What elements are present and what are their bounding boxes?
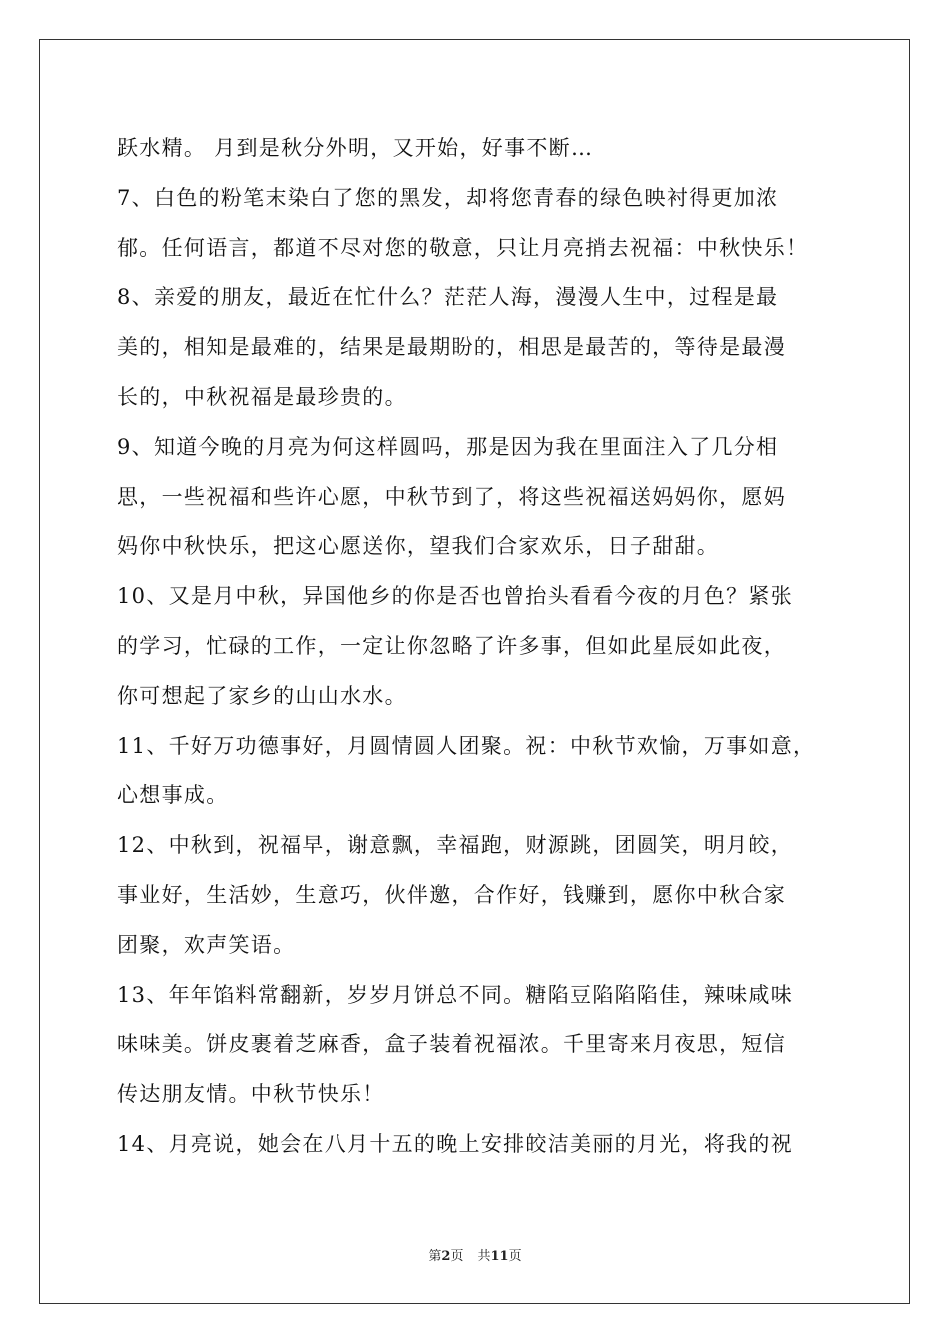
total-suffix: 页 — [508, 1249, 522, 1264]
page-footer — [0, 1248, 950, 1266]
text-line: 心想事成。 — [117, 783, 229, 808]
text-line: 的学习，忙碌的工作，一定让你忽略了许多事，但如此星辰如此夜， — [117, 633, 786, 658]
page-suffix: 页 — [450, 1249, 464, 1264]
document-body — [117, 128, 857, 1174]
text-line: 9、知道今晚的月亮为何这样圆吗，那是因为我在里面注入了几分相 — [117, 434, 779, 459]
text-line: 团聚，欢声笑语。 — [117, 932, 296, 957]
text-line: 事业好，生活妙，生意巧，伙伴邀，合作好，钱赚到，愿你中秋合家 — [117, 882, 786, 907]
text-line: 13、年年馅料常翻新，岁岁月饼总不同。糖陷豆陷陷陷佳，辣味咸味 — [117, 982, 794, 1007]
text-line: 8、亲爱的朋友，最近在忙什么？茫茫人海，漫漫人生中，过程是最 — [117, 285, 779, 310]
text-line: 妈你中秋快乐，把这心愿送你，望我们合家欢乐，日子甜甜。 — [117, 534, 720, 559]
text-line: 14、月亮说，她会在八月十五的晚上安排皎洁美丽的月光，将我的祝 — [117, 1131, 794, 1156]
text-line: 郁。任何语言，都道不尽对您的敬意，只让月亮捎去祝福：中秋快乐！ — [117, 235, 809, 260]
text-line: 传达朋友情。中秋节快乐！ — [117, 1082, 385, 1107]
text-line: 11、千好万功德事好，月圆情圆人团聚。祝：中秋节欢愉，万事如意， — [117, 733, 816, 758]
text-line: 你可想起了家乡的山山水水。 — [117, 683, 407, 708]
text-line: 10、又是月中秋，异国他乡的你是否也曾抬头看看今夜的月色？紧张 — [117, 584, 794, 609]
total-pages: 11 — [490, 1249, 509, 1264]
text-line: 长的，中秋祝福是最珍贵的。 — [117, 384, 407, 409]
text-line: 味味美。饼皮裹着芝麻香，盒子装着祝福浓。千里寄来月夜思，短信 — [117, 1032, 786, 1057]
text-line: 12、中秋到，祝福早，谢意飘，幸福跑，财源跳，团圆笑，明月皎， — [117, 833, 794, 858]
total-prefix: 共 — [477, 1249, 491, 1264]
page-number: 2 — [441, 1249, 451, 1264]
text-line: 美的，相知是最难的，结果是最期盼的，相思是最苦的，等待是最漫 — [117, 335, 786, 360]
page-prefix: 第 — [428, 1249, 442, 1264]
text-line: 思，一些祝福和些许心愿，中秋节到了，将这些祝福送妈妈你，愿妈 — [117, 484, 786, 509]
text-line: 跃水精。 月到是秋分外明，又开始，好事不断… — [117, 136, 594, 160]
text-line: 7、白色的粉笔末染白了您的黑发，却将您青春的绿色映衬得更加浓 — [117, 185, 779, 210]
